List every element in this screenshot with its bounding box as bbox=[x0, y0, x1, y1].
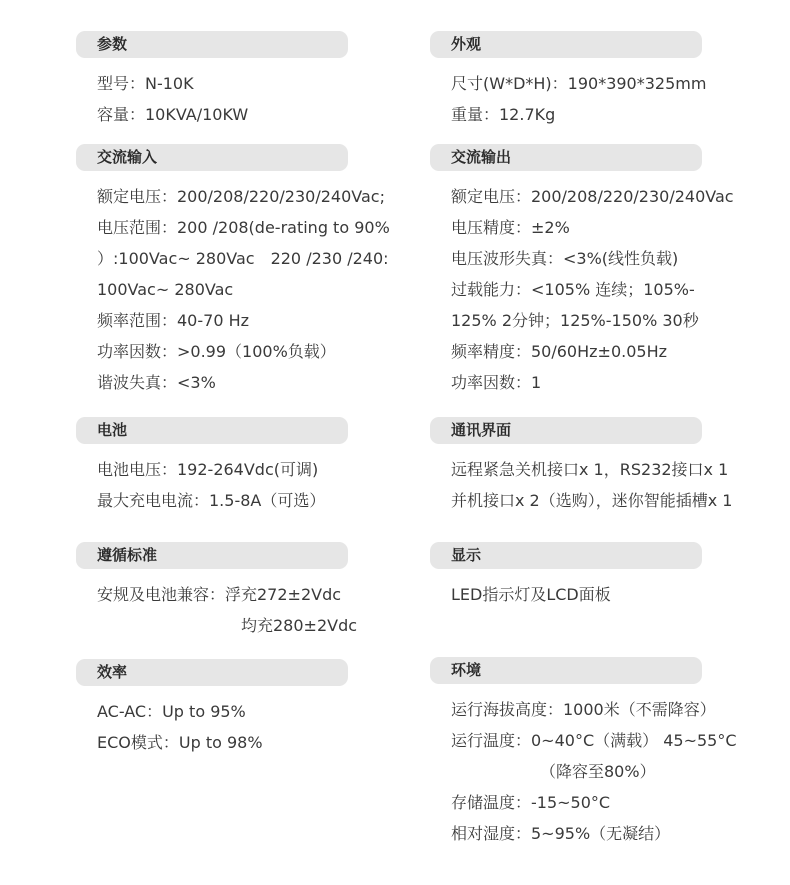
spec-line-float-charge: 安规及电池兼容：浮充272±2Vdc bbox=[97, 585, 342, 604]
spec-line-power-factor: 功率因数：>0.99（100%负载） bbox=[97, 342, 336, 361]
spec-line-voltage-accuracy: 电压精度：±2% bbox=[451, 218, 570, 237]
section-header-comm: 通讯界面 bbox=[430, 417, 702, 444]
section-display bbox=[430, 542, 702, 610]
section-header-environment: 环境 bbox=[430, 657, 702, 684]
section-battery bbox=[76, 417, 348, 516]
spec-line-capacity: 容量：10KVA/10KW bbox=[97, 105, 249, 124]
spec-line-humidity: 相对湿度：5~95%（无凝结） bbox=[451, 824, 671, 843]
spec-line-frequency-range: 频率范围：40-70 Hz bbox=[97, 311, 250, 330]
spec-line-overload: 过载能力：<105% 连续；105%- bbox=[451, 280, 695, 299]
spec-line-frequency-accuracy: 频率精度：50/60Hz±0.05Hz bbox=[451, 342, 668, 361]
section-header-battery: 电池 bbox=[76, 417, 348, 444]
section-environment bbox=[430, 657, 737, 849]
section-comm bbox=[430, 417, 733, 516]
section-efficiency bbox=[76, 659, 348, 758]
spec-line-max-charge-current: 最大充电电流：1.5-8A（可选） bbox=[97, 491, 326, 510]
section-compliance bbox=[76, 542, 358, 641]
section-header-appearance: 外观 bbox=[430, 31, 702, 58]
section-header-params: 参数 bbox=[76, 31, 348, 58]
spec-line-overload-cont: 125% 2分钟；125%-150% 30秒 bbox=[451, 311, 699, 330]
section-header-ac-output: 交流输出 bbox=[430, 144, 702, 171]
spec-line-efficiency-ac: AC-AC：Up to 95% bbox=[97, 702, 246, 721]
spec-line-dimensions: 尺寸(W*D*H)：190*390*325mm bbox=[451, 74, 707, 93]
spec-line-equalize-charge: 均充280±2Vdc bbox=[241, 616, 358, 635]
spec-line-output-power-factor: 功率因数：1 bbox=[451, 373, 542, 392]
spec-line-waveform-distortion: 电压波形失真：<3%(线性负载) bbox=[451, 249, 679, 268]
spec-line-voltage-range-cont-2: 100Vac~ 280Vac bbox=[97, 280, 234, 299]
spec-line-weight: 重量：12.7Kg bbox=[451, 105, 556, 124]
section-params bbox=[76, 31, 348, 130]
spec-line-operating-temp: 运行温度：0~40°C（满载） 45~55°C bbox=[451, 731, 737, 750]
spec-line-model: 型号：N-10K bbox=[97, 74, 194, 93]
spec-line-efficiency-eco: ECO模式：Up to 98% bbox=[97, 733, 263, 752]
spec-line-comm-ports: 远程紧急关机接口x 1，RS232接口x 1 bbox=[451, 460, 729, 479]
spec-line-parallel-ports: 并机接口x 2（选购），迷你智能插槽x 1 bbox=[451, 491, 733, 510]
section-appearance bbox=[430, 31, 707, 130]
section-header-compliance: 遵循标准 bbox=[76, 542, 348, 569]
spec-line-output-rated-voltage: 额定电压：200/208/220/230/240Vac bbox=[451, 187, 734, 206]
spec-line-battery-voltage: 电池电压：192-264Vdc(可调) bbox=[97, 460, 319, 479]
section-header-efficiency: 效率 bbox=[76, 659, 348, 686]
section-ac-input bbox=[76, 144, 390, 398]
spec-line-storage-temp: 存储温度：-15~50°C bbox=[451, 793, 611, 812]
section-ac-output bbox=[430, 144, 734, 398]
spec-line-voltage-range: 电压范围：200 /208(de-rating to 90% bbox=[97, 218, 390, 237]
section-header-ac-input: 交流输入 bbox=[76, 144, 348, 171]
spec-line-voltage-range-cont: ）:100Vac~ 280Vac 220 /230 /240: bbox=[97, 249, 389, 268]
spec-line-altitude: 运行海拔高度：1000米（不需降容） bbox=[451, 700, 716, 719]
spec-line-operating-temp-cont: （降容至80%） bbox=[540, 762, 656, 781]
spec-line-display-panel: LED指示灯及LCD面板 bbox=[451, 585, 611, 604]
spec-line-rated-voltage: 额定电压：200/208/220/230/240Vac; bbox=[97, 187, 385, 206]
section-header-display: 显示 bbox=[430, 542, 702, 569]
spec-line-thd: 谐波失真：<3% bbox=[97, 373, 216, 392]
